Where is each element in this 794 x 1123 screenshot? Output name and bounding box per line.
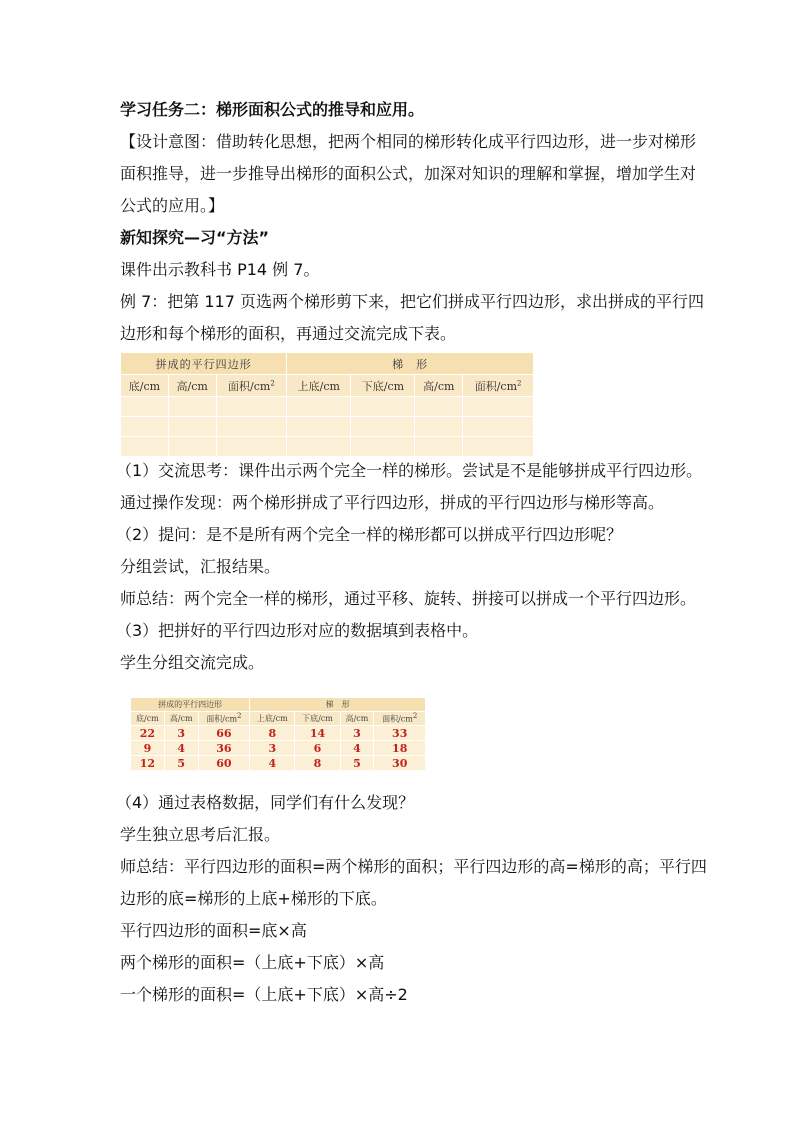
section-title: 新知探究—习“方法” [120, 228, 270, 247]
example-7: 例 7：把第 117 页选两个梯形剪下来，把它们拼成平行四边形，求出拼成的平行四边形和每个梯形的面积，再通过交流完成下表。 [120, 292, 704, 343]
group-header-trapezoid: 梯 形 [250, 698, 426, 712]
step-2: （2）提问：是不是所有两个完全一样的梯形都可以拼成平行四边形呢？ [116, 525, 623, 544]
formula-one-trapezoid: 一个梯形的面积=（上底+下底）×高÷2 [120, 985, 408, 1004]
col-header: 面积$/cm^2$ [198, 712, 250, 726]
table-row [131, 756, 426, 771]
col-header: 高/cm [415, 375, 463, 397]
table-cell: 30 [374, 756, 426, 771]
step-2-action: 分组尝试，汇报结果。 [120, 557, 281, 576]
table-cell: 3 [340, 726, 374, 741]
col-header: 下底/cm [295, 712, 340, 726]
step-3: （3）把拼好的平行四边形对应的数据填到表格中。 [116, 621, 479, 640]
table-row [121, 397, 534, 417]
step-4: （4）通过表格数据，同学们有什么发现？ [116, 793, 415, 812]
table-cell: 36 [198, 741, 250, 756]
step-1-finding: 通过操作发现：两个梯形拼成了平行四边形，拼成的平行四边形与梯形等高。 [120, 493, 665, 512]
col-header: 底/cm [131, 712, 165, 726]
step-4-report: 学生独立思考后汇报。 [120, 825, 281, 844]
task-heading: 学习任务二：梯形面积公式的推导和应用。 [120, 100, 425, 119]
table-cell: 14 [295, 726, 340, 741]
step-2-summary: 师总结：两个完全一样的梯形，通过平移、旋转、拼接可以拼成一个平行四边形。 [120, 589, 697, 608]
formula-two-trapezoids: 两个梯形的面积=（上底+下底）×高 [120, 953, 385, 972]
table-cell: 18 [374, 741, 426, 756]
document-body [116, 100, 710, 1017]
col-header: 面积$/cm^2$ [216, 375, 287, 397]
step-1: （1）交流思考：课件出示两个完全一样的梯形。尝试是不是能够拼成平行四边形。 [116, 461, 703, 480]
table-row [121, 417, 534, 437]
table-cell: 22 [131, 726, 165, 741]
filled-table [130, 697, 426, 771]
col-header: 底/cm [121, 375, 169, 397]
col-header: 下底/cm [351, 375, 415, 397]
teacher-summary: 师总结：平行四边形的面积=两个梯形的面积；平行四边形的高=梯形的高；平行四边形的底=梯形的上底+梯形的下底。 [120, 857, 707, 908]
table-row [131, 741, 426, 756]
design-intent: 【设计意图：借助转化思想，把两个相同的梯形转化成平行四边形，进一步对梯形面积推导，进一步推导出梯形的面积公式，加深对知识的理解和掌握，增加学生对公式的应用。】 [120, 132, 697, 215]
col-header: 高/cm [168, 375, 216, 397]
col-header: 上底/cm [287, 375, 351, 397]
table-cell: 3 [164, 726, 198, 741]
group-header-parallelogram: 拼成的平行四边形 [121, 353, 287, 375]
table-cell: 4 [164, 741, 198, 756]
step-3-action: 学生分组交流完成。 [120, 653, 265, 672]
table-row [131, 726, 426, 741]
empty-table [120, 352, 534, 457]
col-header: 面积$/cm^2$ [463, 375, 534, 397]
table-cell: 5 [164, 756, 198, 771]
table-cell: 33 [374, 726, 426, 741]
table-cell: 3 [250, 741, 295, 756]
table-cell: 6 [295, 741, 340, 756]
table-cell: 8 [295, 756, 340, 771]
courseware-note: 课件出示教科书 P14 例 7。 [120, 260, 320, 279]
group-header-parallelogram: 拼成的平行四边形 [131, 698, 250, 712]
table-cell: 9 [131, 741, 165, 756]
table-cell: 12 [131, 756, 165, 771]
table-cell: 5 [340, 756, 374, 771]
table-cell: 4 [250, 756, 295, 771]
table-cell: 60 [198, 756, 250, 771]
col-header: 上底/cm [250, 712, 295, 726]
table-cell: 8 [250, 726, 295, 741]
table-cell: 66 [198, 726, 250, 741]
col-header: 高/cm [340, 712, 374, 726]
table-row [121, 437, 534, 457]
group-header-trapezoid: 梯 形 [287, 353, 534, 375]
table-cell: 4 [340, 741, 374, 756]
col-header: 面积$/cm^2$ [374, 712, 426, 726]
col-header: 高/cm [164, 712, 198, 726]
formula-parallelogram: 平行四边形的面积=底×高 [120, 921, 307, 940]
